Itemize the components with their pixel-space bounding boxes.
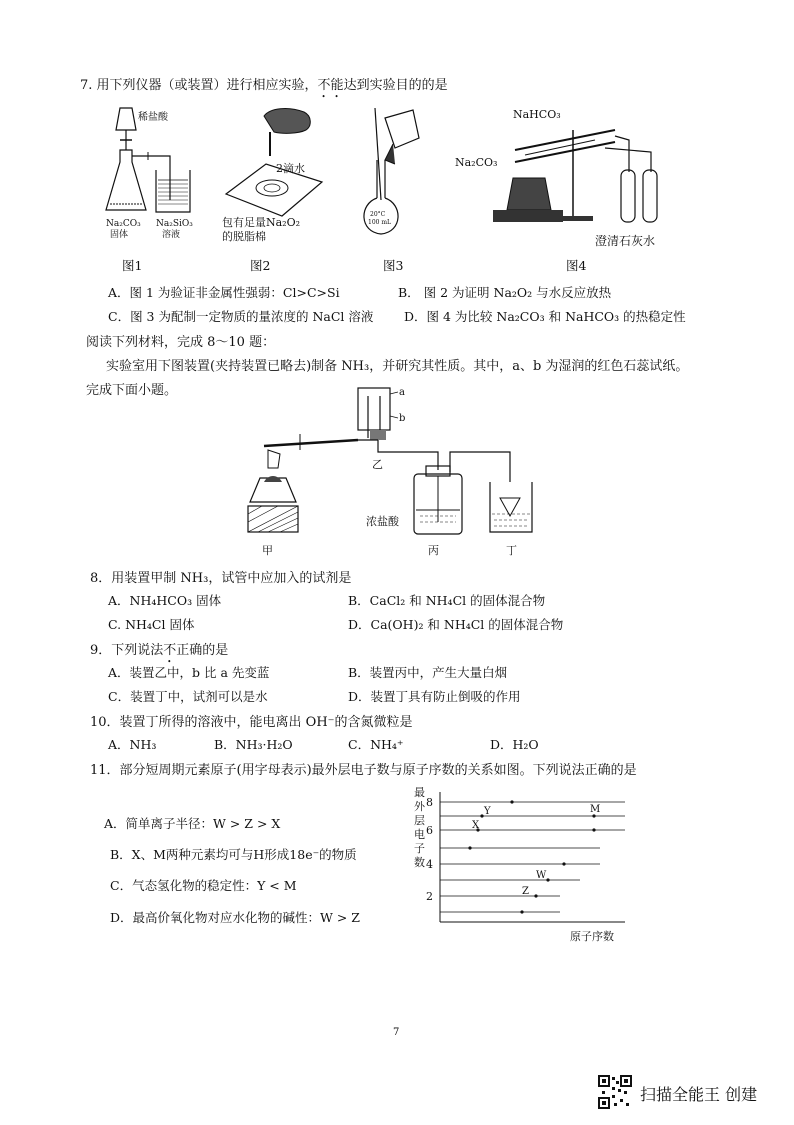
q7-option-d[interactable]: D．图 4 为比较 Na₂CO₃ 和 NaHCO₃ 的热稳定性: [404, 309, 686, 324]
qr-code-icon: [598, 1075, 632, 1109]
q11-chart-xlabel: 原子序数: [570, 930, 614, 943]
q10-option-a[interactable]: A．NH₃: [108, 737, 157, 752]
q9-option-b[interactable]: B．装置丙中，产生大量白烟: [348, 665, 508, 680]
q11-ytick-2: 2: [426, 890, 433, 903]
svg-text:电: 电: [414, 828, 425, 841]
q11-option-a[interactable]: A．简单离子半径：W > Z > X: [104, 816, 281, 831]
q9-stem: 9．下列说法不正确的是: [90, 643, 229, 658]
figure-2-bottom-label-2: 的脱脂棉: [222, 230, 266, 243]
q10-option-d[interactable]: D．H₂O: [490, 737, 539, 752]
label-yi: 乙: [372, 458, 383, 471]
figure-4-apparatus: [455, 100, 670, 250]
figure-2-apparatus: [218, 104, 328, 244]
figure-1-right-label-2: 溶液: [162, 230, 181, 240]
figure-3-caption: 图3: [383, 258, 404, 273]
q11-ytick-8: 8: [426, 796, 433, 809]
q7-option-c[interactable]: C．图 3 为配制一定物质的量浓度的 NaCl 溶液: [108, 309, 374, 324]
q11-point-w: W: [536, 870, 547, 881]
q7-option-b[interactable]: B． 图 2 为证明 Na₂O₂ 与水反应放热: [398, 285, 612, 300]
figure-1-apparatus: [100, 100, 210, 250]
q11-ytick-6: 6: [426, 824, 433, 837]
q11-chart: [410, 782, 635, 947]
svg-text:外: 外: [414, 800, 425, 813]
svg-text:层: 层: [414, 814, 425, 827]
q8-option-d[interactable]: D．Ca(OH)₂ 和 NH₄Cl 的固体混合物: [348, 617, 564, 632]
figure-2-caption: 图2: [250, 258, 271, 273]
q8-stem: 8．用装置甲制 NH₃，试管中应加入的试剂是: [90, 571, 352, 586]
q8-option-a[interactable]: A．NH₄HCO₃ 固体: [108, 593, 222, 608]
label-b: b: [399, 413, 406, 424]
reading-text-1: 实验室用下图装置(夹持装置已略去)制备 NH₃，并研究其性质。其中，a、b 为湿润的红色石蕊试纸。: [106, 359, 689, 374]
q11-option-d[interactable]: D．最高价氧化物对应水化物的碱性：W > Z: [110, 910, 360, 925]
q10-option-b[interactable]: B．NH₃·H₂O: [214, 737, 293, 752]
q11-point-x: X: [472, 820, 480, 831]
figure-1-right-label: Na₂SiO₃: [156, 219, 193, 229]
page-number: 7: [393, 1027, 400, 1038]
q7-option-a[interactable]: A．图 1 为验证非金属性强弱：Cl>C>Si: [108, 285, 340, 300]
q7-stem: 7. 用下列仪器（或装置）进行相应实验，不能达到实验目的的是: [80, 78, 448, 93]
q9-option-d[interactable]: D．装置丁具有防止倒吸的作用: [348, 689, 521, 704]
figure-2-bottom-label: 包有足量Na₂O₂: [222, 216, 301, 229]
footer-brand: 扫描全能王 创建: [640, 1085, 758, 1104]
q11-stem: 11．部分短周期元素原子(用字母表示)最外层电子数与原子序数的关系如图。下列说法正确的是: [90, 763, 637, 778]
figure-4-right-label: 澄清石灰水: [595, 234, 656, 248]
q9-option-a[interactable]: A．装置乙中，b 比 a 先变蓝: [108, 665, 270, 680]
q9-option-c[interactable]: C．装置丁中，试剂可以是水: [108, 689, 268, 704]
q10-option-c[interactable]: C．NH₄⁺: [348, 737, 404, 752]
q11-point-z: Z: [522, 886, 529, 897]
figure-1-left-label: Na₂CO₃: [106, 219, 141, 229]
label-jia: 甲: [262, 544, 273, 557]
q8-option-c[interactable]: C. NH₄Cl 固体: [108, 617, 195, 632]
figure-1-caption: 图1: [122, 258, 143, 273]
figure-3-flask-temp: 20°C: [370, 211, 386, 218]
label-ding: 丁: [506, 544, 517, 557]
q11-point-m: M: [590, 804, 601, 815]
label-a: a: [399, 387, 405, 398]
figure-3-flask-volume: 100 mL: [368, 219, 392, 226]
figure-4-left-label: Na₂CO₃: [455, 156, 498, 169]
reading-intro: 阅读下列材料，完成 8～10 题：: [86, 335, 276, 350]
q10-stem: 10．装置丁所得的溶液中，能电离出 OH⁻的含氮微粒是: [90, 715, 413, 730]
q11-option-b[interactable]: B．X、M两种元素均可与H形成18e⁻的物质: [110, 847, 357, 862]
svg-text:子: 子: [414, 842, 425, 855]
svg-text:数: 数: [414, 856, 425, 869]
figure-4-caption: 图4: [566, 258, 587, 273]
label-acid: 浓盐酸: [366, 515, 399, 528]
q11-chart-ylabel: [414, 786, 426, 869]
reading-text-2: 完成下面小题。: [86, 383, 178, 398]
q11-ytick-4: 4: [426, 858, 433, 871]
nh3-apparatus: [240, 382, 550, 560]
figure-4-top-label: NaHCO₃: [513, 108, 561, 121]
q8-option-b[interactable]: B．CaCl₂ 和 NH₄Cl 的固体混合物: [348, 593, 546, 608]
q11-option-c[interactable]: C．气态氢化物的稳定性：Y < M: [110, 878, 297, 893]
figure-3-apparatus: [355, 100, 425, 245]
label-bing: 丙: [428, 544, 439, 557]
figure-1-left-label-2: 固体: [110, 230, 129, 240]
svg-text:最: 最: [414, 786, 425, 799]
figure-1-acid-label: 稀盐酸: [138, 112, 168, 123]
q11-point-y: Y: [484, 806, 491, 817]
figure-2-water-label: 2滴水: [276, 162, 305, 175]
